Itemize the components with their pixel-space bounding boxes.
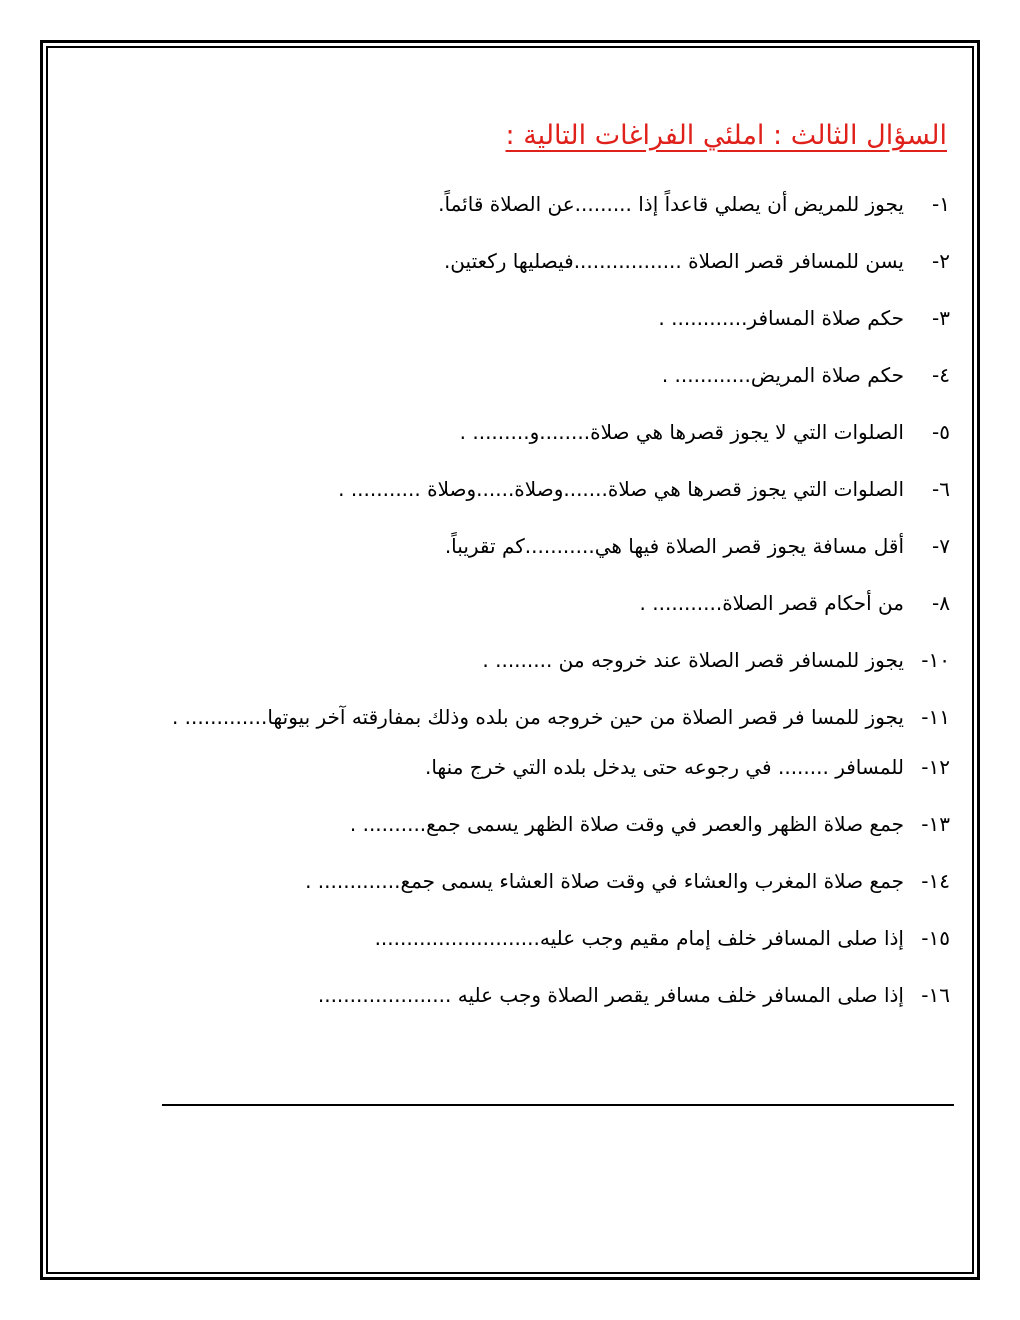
list-item — [160, 703, 950, 731]
item-number: ٨- — [932, 591, 950, 615]
item-number: ٦- — [932, 477, 950, 501]
item-text: الصلوات التي يجوز قصرها هي صلاة.......وصلاة......وصلاة ........... . — [338, 477, 904, 501]
list-item — [160, 589, 950, 617]
item-number: ٣- — [932, 306, 950, 330]
item-number: ١٠- — [921, 648, 950, 672]
item-number: ١١- — [921, 705, 950, 729]
item-number: ٥- — [932, 420, 950, 444]
list-item — [160, 418, 950, 446]
list-item — [160, 304, 950, 332]
list-item — [160, 810, 950, 838]
item-number: ١٣- — [921, 812, 950, 836]
item-number: ٢- — [932, 249, 950, 273]
item-text: يجوز للمريض أن يصلي قاعداً إذا .........عن الصلاة قائماً. — [438, 192, 904, 216]
item-text: حكم صلاة المريض............ . — [661, 363, 904, 387]
list-item — [160, 190, 950, 218]
item-text: يجوز للمسا فر قصر الصلاة من حين خروجه من بلده وذلك بمفارقته آخر بيوتها............. . — [171, 705, 904, 729]
list-item — [160, 475, 950, 503]
list-item — [160, 646, 950, 674]
item-number: ١٢- — [921, 755, 950, 779]
item-text: إذا صلى المسافر خلف إمام مقيم وجب عليه.......................... — [374, 926, 904, 950]
item-text: يجوز للمسافر قصر الصلاة عند خروجه من ......... . — [482, 648, 904, 672]
list-item — [160, 753, 950, 781]
item-text: للمسافر ........ في رجوعه حتى يدخل بلده التي خرج منها. — [424, 755, 904, 779]
list-item — [160, 981, 950, 1009]
item-text: حكم صلاة المسافر............ . — [658, 306, 904, 330]
item-text: يسن للمسافر قصر الصلاة .................فيصليها ركعتين. — [443, 249, 904, 273]
bottom-divider — [162, 1104, 954, 1106]
item-text: جمع صلاة المغرب والعشاء في وقت صلاة العشاء يسمى جمع............. . — [305, 869, 904, 893]
item-number: ١٥- — [921, 926, 950, 950]
list-item — [160, 924, 950, 952]
item-text: الصلوات التي لا يجوز قصرها هي صلاة........و......... . — [459, 420, 904, 444]
item-number: ١- — [932, 192, 950, 216]
item-number: ٤- — [932, 363, 950, 387]
item-text: جمع صلاة الظهر والعصر في وقت صلاة الظهر يسمى جمع.......... . — [349, 812, 904, 836]
fill-in-blanks-list — [160, 190, 950, 1038]
item-number: ٧- — [932, 534, 950, 558]
list-item — [160, 247, 950, 275]
question-title: السؤال الثالث : املئي الفراغات التالية : — [505, 120, 947, 151]
list-item — [160, 532, 950, 560]
item-text: من أحكام قصر الصلاة........... . — [639, 591, 904, 615]
item-number: ١٤- — [921, 869, 950, 893]
list-item — [160, 867, 950, 895]
list-item — [160, 361, 950, 389]
item-text: إذا صلى المسافر خلف مسافر يقصر الصلاة وجب عليه ..................... — [317, 983, 904, 1007]
item-number: ١٦- — [921, 983, 950, 1007]
item-text: أقل مسافة يجوز قصر الصلاة فيها هي...........كم تقريباً. — [444, 534, 904, 558]
